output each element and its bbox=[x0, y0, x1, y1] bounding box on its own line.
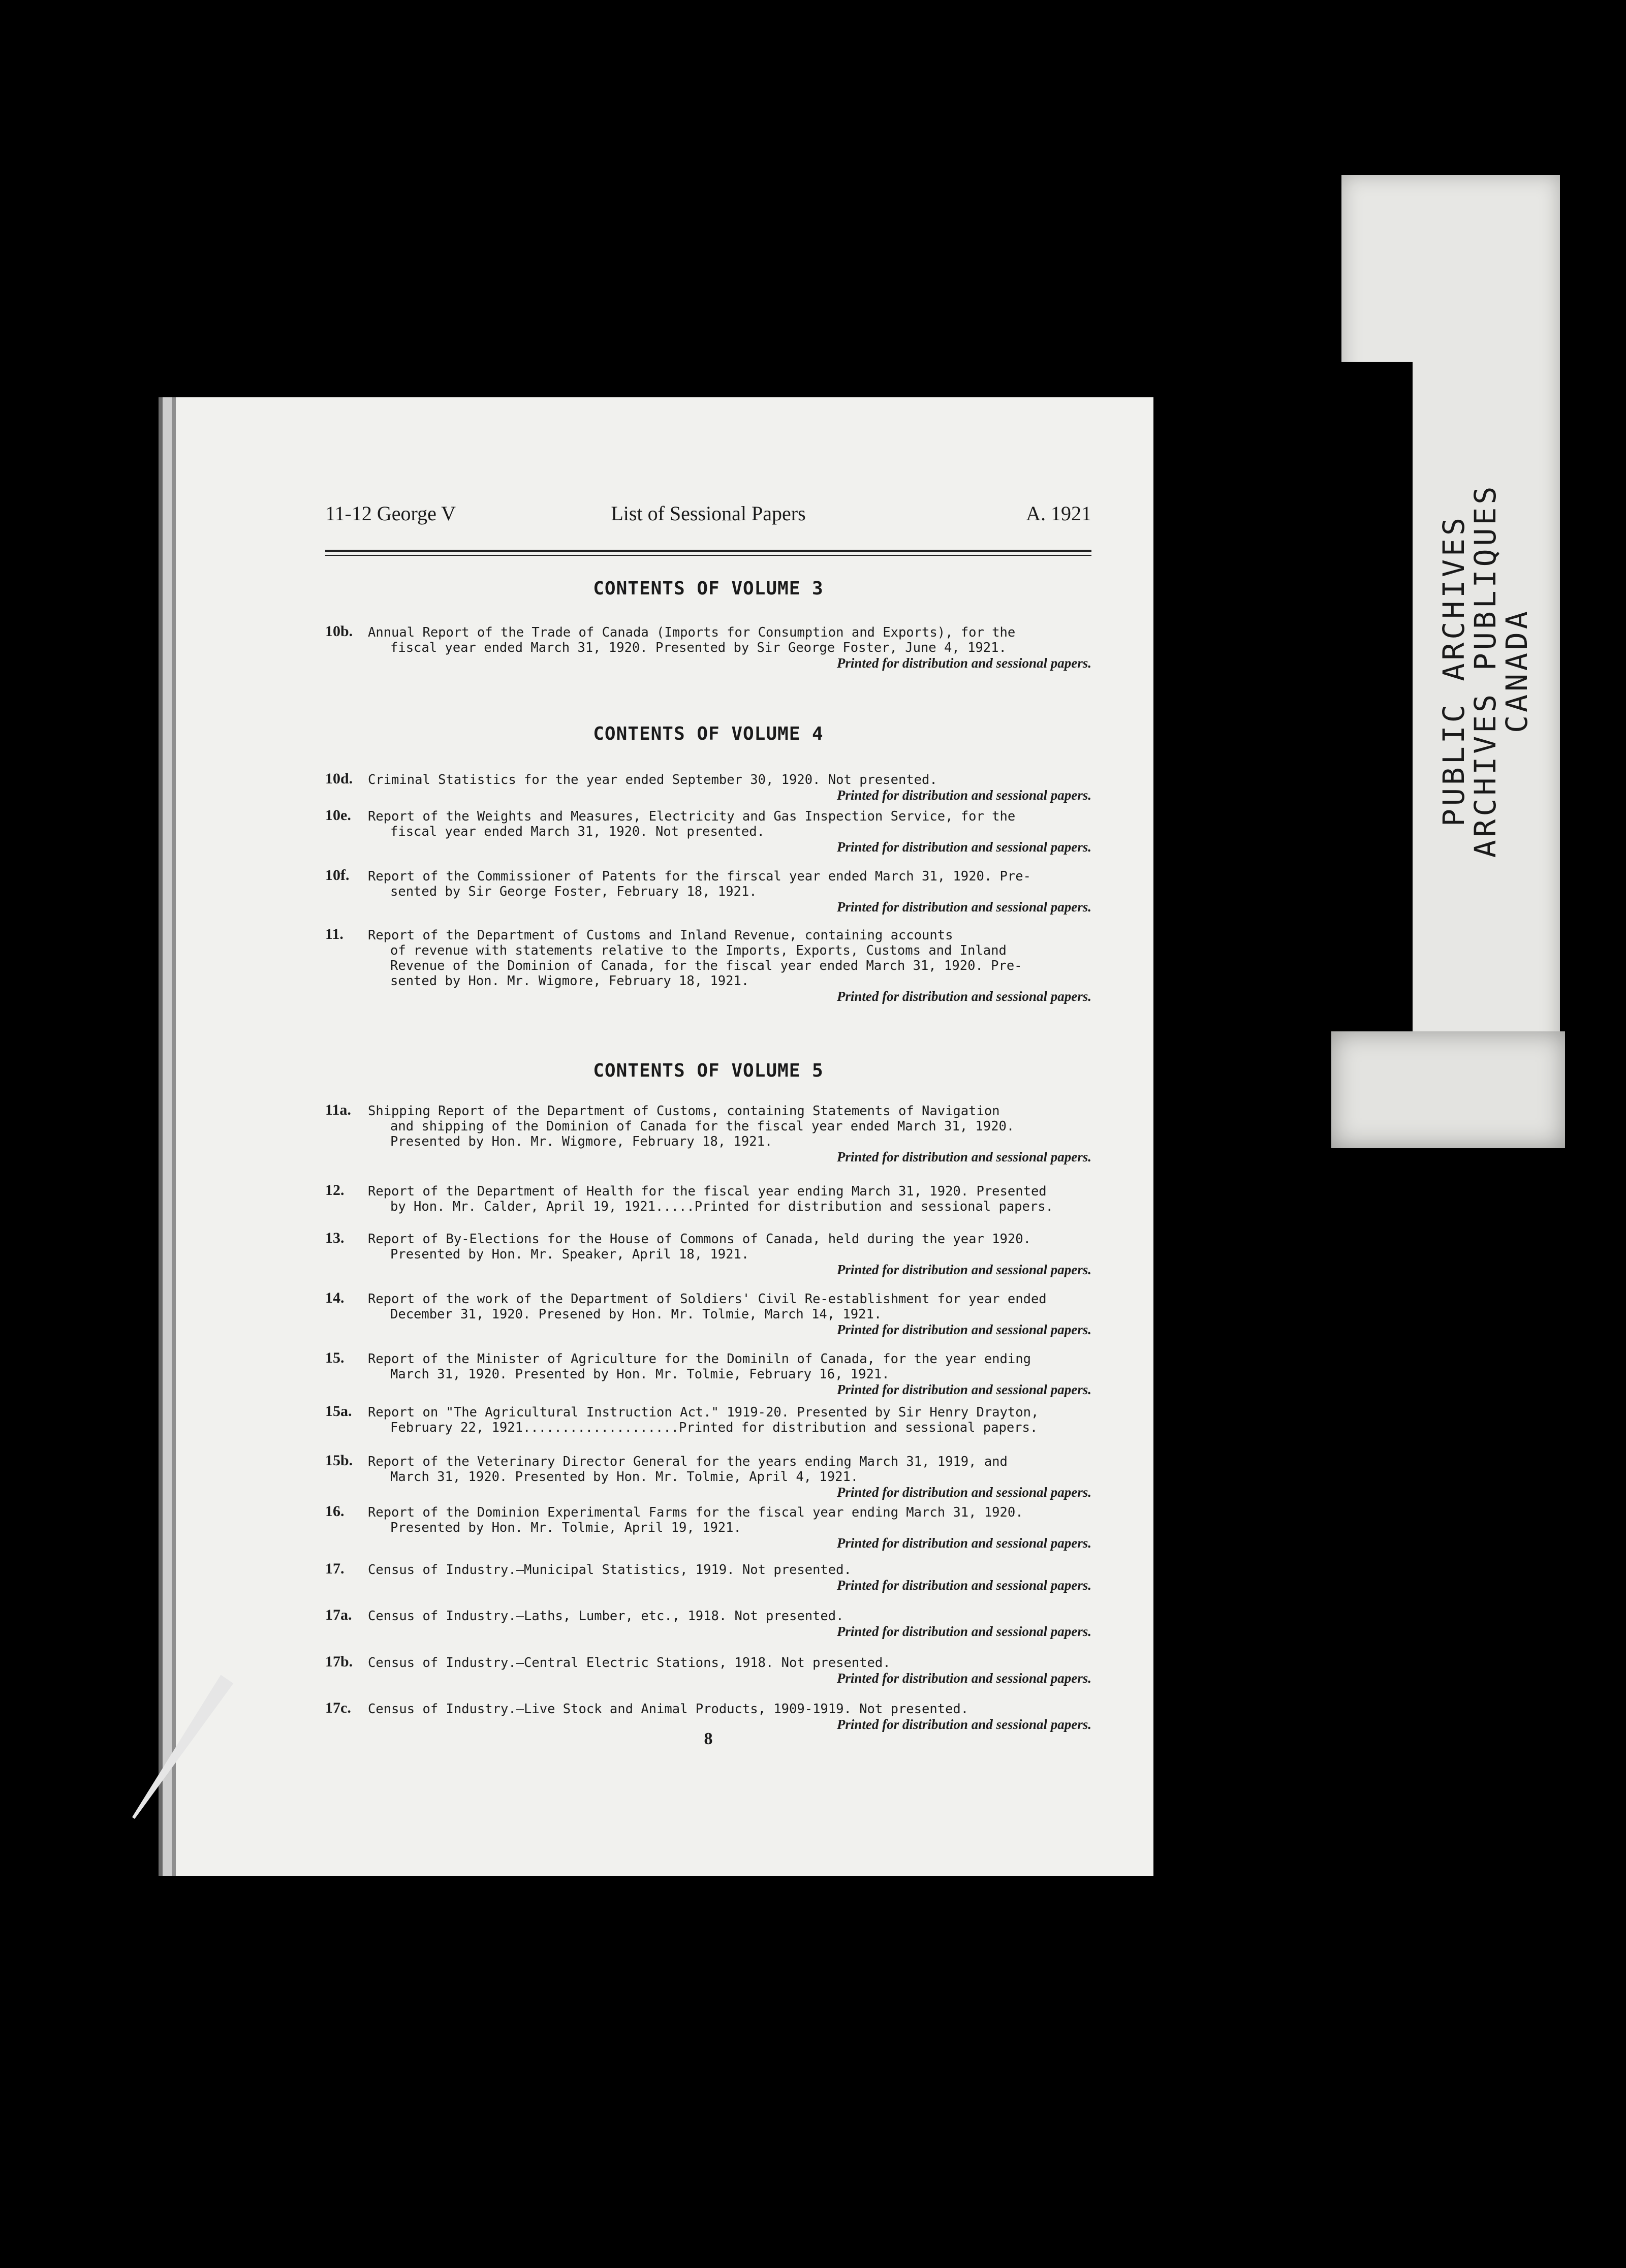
paper-number: 10f. bbox=[325, 867, 350, 884]
entry-text-line: by Hon. Mr. Calder, April 19, 1921.....Printed for distribution and sessional papers. bbox=[390, 1199, 1053, 1214]
entry-text-line: and shipping of the Dominion of Canada for the fiscal year ended March 31, 1920. bbox=[390, 1119, 1015, 1134]
entry-text-line: March 31, 1920. Presented by Hon. Mr. Tolmie, February 16, 1921. bbox=[390, 1367, 890, 1382]
printed-note: Printed for distribution and sessional papers. bbox=[836, 1322, 1091, 1337]
entry-text-line: Annual Report of the Trade of Canada (Imports for Consumption and Exports), for the bbox=[368, 625, 1016, 640]
paper-number: 17b. bbox=[325, 1653, 353, 1670]
paper-number: 17c. bbox=[325, 1699, 351, 1716]
paper-number: 11a. bbox=[325, 1101, 351, 1118]
entry-text-line: Census of Industry.—Live Stock and Animal Products, 1909-1919. Not presented. bbox=[368, 1702, 969, 1717]
entry-text-line: Report of By-Elections for the House of Commons of Canada, held during the year 1920. bbox=[368, 1232, 1031, 1247]
running-head bbox=[325, 501, 1091, 532]
printed-note: Printed for distribution and sessional papers. bbox=[836, 989, 1091, 1004]
printed-note: Printed for distribution and sessional papers. bbox=[836, 1535, 1091, 1551]
printed-note: Printed for distribution and sessional papers. bbox=[836, 1624, 1091, 1639]
document-page bbox=[159, 397, 1153, 1876]
entry-text-line: Criminal Statistics for the year ended September 30, 1920. Not presented. bbox=[368, 772, 937, 788]
entry-text-line: Shipping Report of the Department of Customs, containing Statements of Navigation bbox=[368, 1104, 1000, 1119]
stamp-line: PUBLIC ARCHIVES bbox=[1436, 515, 1471, 827]
entry-text-line: Report on "The Agricultural Instruction Act." 1919-20. Presented by Sir Henry Drayton, bbox=[368, 1405, 1039, 1420]
entry-text-line: Report of the work of the Department of Soldiers' Civil Re-establishment for year ended bbox=[368, 1292, 1047, 1307]
printed-note: Printed for distribution and sessional papers. bbox=[836, 1382, 1091, 1397]
entry-text-line: Revenue of the Dominion of Canada, for the fiscal year ended March 31, 1920. Pre- bbox=[390, 958, 1022, 973]
entry-text-line: March 31, 1920. Presented by Hon. Mr. Tolmie, April 4, 1921. bbox=[390, 1469, 859, 1485]
entry-text-line: Report of the Minister of Agriculture for the Dominiln of Canada, for the year ending bbox=[368, 1351, 1031, 1367]
paper-number: 11. bbox=[325, 926, 343, 942]
entry-text-line: Presented by Hon. Mr. Tolmie, April 19, 1921. bbox=[390, 1520, 741, 1535]
header-title: List of Sessional Papers bbox=[611, 502, 806, 525]
entry-text-line: Report of the Department of Customs and Inland Revenue, containing accounts bbox=[368, 928, 953, 943]
entry-text-line: Presented by Hon. Mr. Speaker, April 18, 1921. bbox=[390, 1247, 749, 1262]
entry-text-line: Report of the Weights and Measures, Electricity and Gas Inspection Service, for the bbox=[368, 809, 1016, 824]
header-rule-thin bbox=[325, 555, 1091, 556]
entry-text-line: Report of the Commissioner of Patents for the firscal year ended March 31, 1920. Pre- bbox=[368, 869, 1031, 884]
stamp-line: ARCHIVES PUBLIQUES bbox=[1468, 483, 1503, 858]
volume-heading: CONTENTS OF VOLUME 5 bbox=[593, 1060, 824, 1081]
paper-number: 14. bbox=[325, 1289, 345, 1306]
paper-number: 16. bbox=[325, 1503, 345, 1520]
header-rule-thick bbox=[325, 550, 1091, 552]
printed-note: Printed for distribution and sessional papers. bbox=[836, 1262, 1091, 1277]
paper-number: 17a. bbox=[325, 1606, 352, 1623]
entry-text-line: fiscal year ended March 31, 1920. Not presented. bbox=[390, 824, 765, 839]
entry-text-line: December 31, 1920. Presened by Hon. Mr. Tolmie, March 14, 1921. bbox=[390, 1307, 882, 1322]
paper-number: 12. bbox=[325, 1182, 345, 1199]
volume-heading: CONTENTS OF VOLUME 4 bbox=[593, 723, 824, 744]
entry-text-line: Census of Industry.—Laths, Lumber, etc., 1918. Not presented. bbox=[368, 1609, 844, 1624]
entry-text-line: Report of the Department of Health for the fiscal year ending March 31, 1920. Presented bbox=[368, 1184, 1047, 1199]
printed-note: Printed for distribution and sessional papers. bbox=[836, 1485, 1091, 1500]
entry-text-line: fiscal year ended March 31, 1920. Presented by Sir George Foster, June 4, 1921. bbox=[390, 640, 1007, 655]
printed-note: Printed for distribution and sessional papers. bbox=[836, 1578, 1091, 1593]
entry-text-line: Report of the Veterinary Director General for the years ending March 31, 1919, and bbox=[368, 1454, 1008, 1469]
entry-text-line: Presented by Hon. Mr. Wigmore, February 18, 1921. bbox=[390, 1134, 773, 1149]
volume-heading: CONTENTS OF VOLUME 3 bbox=[593, 578, 824, 599]
entry-text-line: February 22, 1921....................Printed for distribution and sessional papers. bbox=[390, 1420, 1038, 1435]
printed-note: Printed for distribution and sessional papers. bbox=[836, 839, 1091, 855]
stamp-base bbox=[1331, 1031, 1565, 1148]
printed-note: Printed for distribution and sessional papers. bbox=[836, 1149, 1091, 1164]
paper-number: 10e. bbox=[325, 807, 351, 824]
paper-number: 15a. bbox=[325, 1403, 352, 1420]
entry-text-line: sented by Sir George Foster, February 18, 1921. bbox=[390, 884, 757, 899]
header-right: A. 1921 bbox=[1026, 502, 1091, 525]
printed-note: Printed for distribution and sessional papers. bbox=[836, 1717, 1091, 1732]
header-left: 11-12 George V bbox=[325, 502, 456, 525]
entry-text-line: Census of Industry.—Municipal Statistics, 1919. Not presented. bbox=[368, 1562, 852, 1578]
paper-number: 10d. bbox=[325, 770, 353, 787]
printed-note: Printed for distribution and sessional papers. bbox=[836, 899, 1091, 915]
printed-note: Printed for distribution and sessional papers. bbox=[836, 1671, 1091, 1686]
paper-number: 10b. bbox=[325, 623, 353, 640]
archives-stamp-text bbox=[1438, 447, 1533, 894]
entry-text-line: of revenue with statements relative to the Imports, Exports, Customs and Inland bbox=[390, 943, 1007, 958]
entry-text-line: sented by Hon. Mr. Wigmore, February 18, 1921. bbox=[390, 973, 749, 989]
paper-number: 15. bbox=[325, 1349, 345, 1366]
paper-number: 13. bbox=[325, 1230, 345, 1246]
stamp-notch bbox=[1341, 362, 1413, 1032]
entry-text-line: Census of Industry.—Central Electric Stations, 1918. Not presented. bbox=[368, 1655, 891, 1671]
entry-text-line: Report of the Dominion Experimental Farms for the fiscal year ending March 31, 1920. bbox=[368, 1505, 1023, 1520]
page-number: 8 bbox=[704, 1729, 713, 1748]
stamp-line: CANADA bbox=[1499, 608, 1534, 733]
printed-note: Printed for distribution and sessional papers. bbox=[836, 788, 1091, 803]
paper-number: 17. bbox=[325, 1560, 345, 1577]
paper-number: 15b. bbox=[325, 1452, 353, 1469]
printed-note: Printed for distribution and sessional papers. bbox=[836, 655, 1091, 671]
